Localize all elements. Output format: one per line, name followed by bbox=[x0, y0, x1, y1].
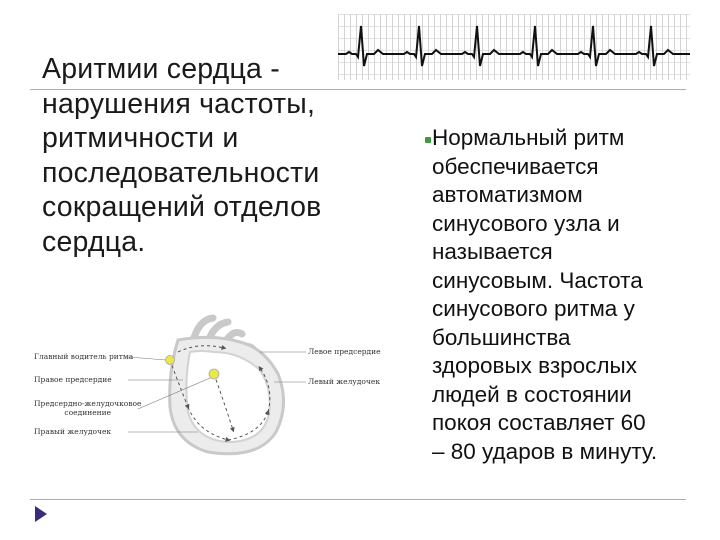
label-left-atrium: Левое предсердие bbox=[308, 347, 381, 356]
sa-node-marker bbox=[166, 356, 175, 365]
heart-conduction-diagram bbox=[28, 312, 408, 462]
av-node-marker bbox=[209, 369, 219, 379]
label-right-ventricle: Правый желудочек bbox=[34, 427, 112, 436]
label-right-atrium: Правое предсердие bbox=[34, 375, 112, 384]
label-pacemaker: Главный водитель ритма bbox=[34, 352, 134, 361]
label-left-ventricle: Левый желудочек bbox=[308, 377, 381, 386]
bottom-divider bbox=[30, 499, 686, 500]
heart-outline-icon bbox=[28, 312, 408, 462]
label-av-node: Предсердно-желудочковое соединение bbox=[34, 399, 142, 417]
slide-title: Аритмии сердца - нарушения частоты, ритмичности и последовательности сокращений отделов сердца. bbox=[42, 53, 322, 258]
next-slide-arrow-icon[interactable] bbox=[34, 505, 48, 523]
slide-description: Нормальный ритм обеспечивается автоматизмом синусового узла и называется синусовым. Частота синусового ритма у большинства здоровых взрослых людей в состоянии покоя составляет 60 – 80 ударов в минуту. bbox=[432, 125, 658, 464]
green-square-bullet-icon bbox=[425, 137, 431, 143]
